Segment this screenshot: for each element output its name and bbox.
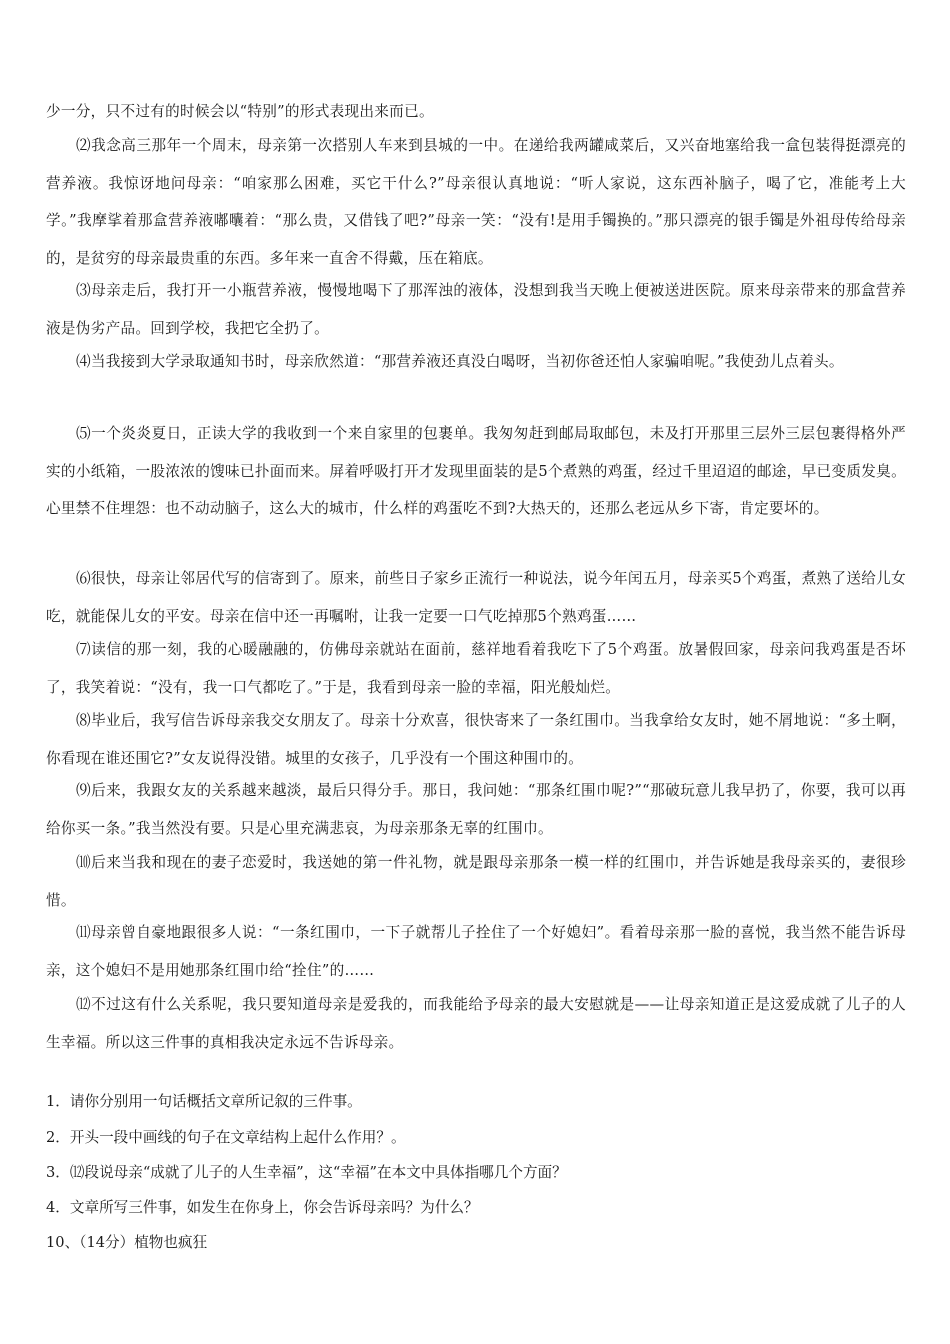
question-4: 4．文章所写三件事，如发生在你身上，你会告诉母亲吗？为什么？: [46, 1199, 479, 1216]
paragraph-7: ⑺读信的那一刻，我的心暖融融的，仿佛母亲就站在面前，慈祥地看着我吃下了5个鸡蛋。放暑假回家，母亲问我鸡蛋是否坏了，我笑着说：“没有，我一口气都吃了。”于是，我看到母亲一脸的幸福，阳光般灿烂。: [46, 641, 906, 696]
paragraph-12: ⑿不过这有什么关系呢，我只要知道母亲是爱我的，而我能给予母亲的最大安慰就是——让母亲知道正是这爱成就了儿子的人生幸福。所以这三件事的真相我决定永远不告诉母亲。: [46, 996, 906, 1051]
paragraph-9: ⑼后来，我跟女友的关系越来越淡，最后只得分手。那日，我问她：“那条红围巾呢?”“那破玩意儿我早扔了，你要，我可以再给你买一条。”我当然没有要。只是心里充满悲哀，为母亲那条无辜的红围巾。: [46, 782, 906, 837]
paragraph-11: ⑾母亲曾自豪地跟很多人说：“一条红围巾，一下子就帮儿子拴住了一个好媳妇”。看着母亲那一脸的喜悦，我当然不能告诉母亲，这个媳妇不是用她那条红围巾给“拴住”的……: [46, 924, 906, 979]
question-1: 1．请你分别用一句话概括文章所记叙的三件事。: [46, 1093, 362, 1110]
paragraph-5: ⑸一个炎炎夏日，正读大学的我收到一个来自家里的包裹单。我匆匆赶到邮局取邮包，未及打开那里三层外三层包裹得格外严实的小纸箱，一股浓浓的馊味已扑面而来。屏着呼吸打开才发现里面装的是5个煮熟的鸡蛋，经过千里迢迢的邮途，早已变质发臭。心里禁不住埋怨：也不动动脑子，这么大的城市，什么样的鸡蛋吃不到?大热天的，还那么老远从乡下寄，肯定要坏的。: [46, 425, 906, 517]
paragraph-4: ⑷当我接到大学录取通知书时，母亲欣然道：“那营养液还真没白喝呀，当初你爸还怕人家骗咱呢。”我使劲儿点着头。: [76, 353, 844, 370]
next-section-title: 10、（14分）植物也疯狂: [46, 1234, 208, 1251]
paragraph-3: ⑶母亲走后，我打开一小瓶营养液，慢慢地喝下了那浑浊的液体，没想到我当天晚上便被送进医院。原来母亲带来的那盒营养液是伪劣产品。回到学校，我把它全扔了。: [46, 282, 906, 337]
paragraph-2: ⑵我念高三那年一个周末，母亲第一次搭别人车来到县城的一中。在递给我两罐咸菜后，又兴奋地塞给我一盒包装得挺漂亮的营养液。我惊讶地问母亲：“咱家那么困难，买它干什么?”母亲很认真地说：“听人家说，这东西补脑子，喝了它，准能考上大学。”我摩挲着那盒营养液嘟囔着：“那么贵，又借钱了吧?”母亲一笑：“没有!是用手镯换的。”那只漂亮的银手镯是外祖母传给母亲的，是贫穷的母亲最贵重的东西。多年来一直舍不得戴，压在箱底。: [46, 137, 906, 267]
paragraph-6: ⑹很快，母亲让邻居代写的信寄到了。原来，前些日子家乡正流行一种说法，说今年闰五月，母亲买5个鸡蛋，煮熟了送给儿女吃，就能保儿女的平安。母亲在信中还一再嘱咐，让我一定要一口气吃掉那5个熟鸡蛋……: [46, 570, 906, 625]
question-3: 3．⑿段说母亲“成就了儿子的人生幸福”，这“幸福”在本文中具体指哪几个方面？: [46, 1164, 567, 1181]
question-2: 2．开头一段中画线的句子在文章结构上起什么作用？。: [46, 1129, 406, 1146]
paragraph-1-tail: 少一分，只不过有的时候会以“特别”的形式表现出来而已。: [46, 103, 434, 120]
paragraph-10: ⑽后来当我和现在的妻子恋爱时，我送她的第一件礼物，就是跟母亲那条一模一样的红围巾，并告诉她是我母亲买的，妻很珍惜。: [46, 854, 906, 909]
paragraph-8: ⑻毕业后，我写信告诉母亲我交女朋友了。母亲十分欢喜，很快寄来了一条红围巾。当我拿给女友时，她不屑地说：“多土啊，你看现在谁还围它?”女友说得没错。城里的女孩子，几乎没有一个围这种围巾的。: [46, 712, 906, 767]
